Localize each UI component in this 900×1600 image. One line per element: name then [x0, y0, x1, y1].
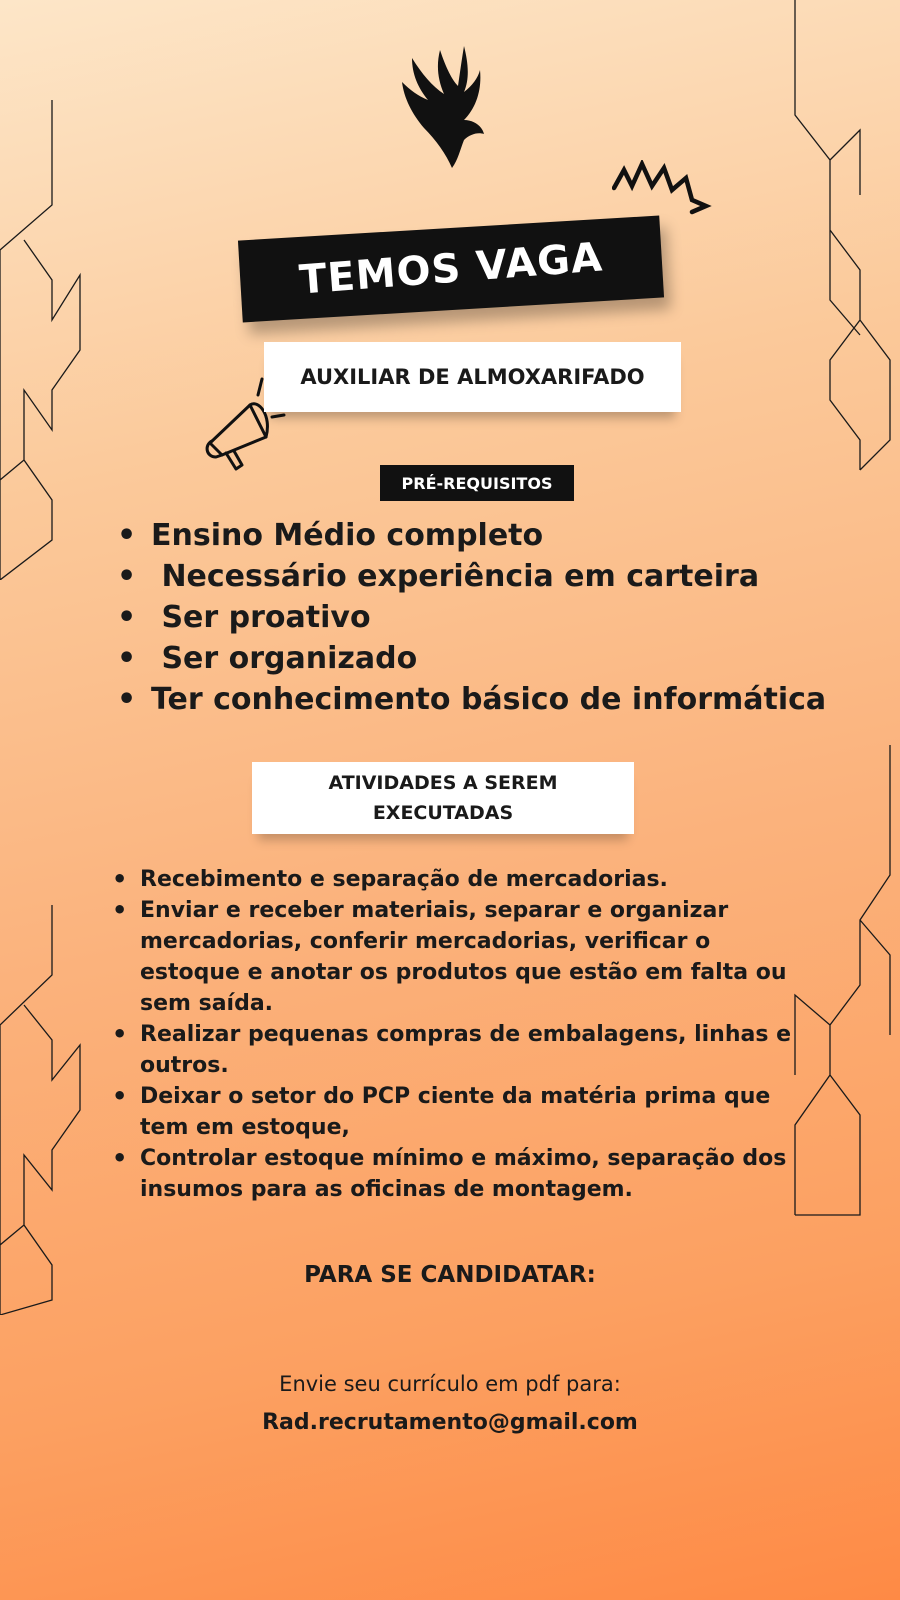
prerequisites-badge: [380, 465, 574, 501]
right-top-zigzag-decoration: [790, 0, 900, 480]
prerequisites-heading: PRÉ-REQUISITOS: [401, 473, 553, 493]
right-bottom-zigzag-decoration: [790, 745, 900, 1225]
list-item: • Deixar o setor do PCP ciente da matéria prima que tem em estoque,: [110, 1081, 800, 1143]
title-banner: [238, 216, 664, 323]
eagle-icon: [398, 42, 498, 172]
list-item: [117, 515, 847, 556]
list-item: • Enviar e receber materiais, separar e organizar mercadorias, conferir mercadorias, verificar o estoque e anotar os produtos que estão em falta ou sem saída.: [110, 895, 800, 1019]
bullet-icon: •: [117, 641, 137, 676]
list-item: • Realizar pequenas compras de embalagens, linhas e outros.: [110, 1019, 800, 1081]
position-label-box: [264, 342, 681, 412]
contact-email[interactable]: Rad.recrutamento@gmail.com: [262, 1410, 638, 1435]
left-bottom-zigzag-decoration: [0, 905, 90, 1315]
prerequisite-text: Ser proativo: [151, 600, 371, 635]
page-title: TEMOS VAGA: [297, 234, 605, 304]
activities-list: [110, 864, 800, 1205]
list-item: [117, 556, 847, 597]
bullet-icon: •: [117, 518, 137, 553]
list-item: [117, 638, 847, 679]
activities-heading-line2: EXECUTADAS: [372, 802, 514, 824]
apply-heading: PARA SE CANDIDATAR:: [304, 1262, 596, 1288]
prerequisite-text: Ter conhecimento básico de informática: [151, 682, 827, 717]
bullet-icon: •: [117, 559, 137, 594]
bullet-icon: •: [117, 600, 137, 635]
activities-heading-line1: ATIVIDADES A SEREM: [328, 772, 558, 794]
bullet-icon: •: [117, 682, 137, 717]
send-instruction: Envie seu currículo em pdf para:: [279, 1372, 621, 1396]
prerequisite-text: Necessário experiência em carteira: [151, 559, 760, 594]
list-item: • Controlar estoque mínimo e máximo, separação dos insumos para as oficinas de montagem.: [110, 1143, 800, 1205]
prerequisites-list: [117, 515, 847, 720]
prerequisite-text: Ensino Médio completo: [151, 518, 544, 553]
position-title: AUXILIAR DE ALMOXARIFADO: [300, 365, 645, 389]
prerequisite-text: Ser organizado: [151, 641, 418, 676]
activities-label-box: [252, 762, 634, 834]
list-item: [117, 597, 847, 638]
left-top-zigzag-decoration: [0, 100, 90, 580]
list-item: • Recebimento e separação de mercadorias.: [110, 864, 800, 895]
list-item: [117, 679, 847, 720]
